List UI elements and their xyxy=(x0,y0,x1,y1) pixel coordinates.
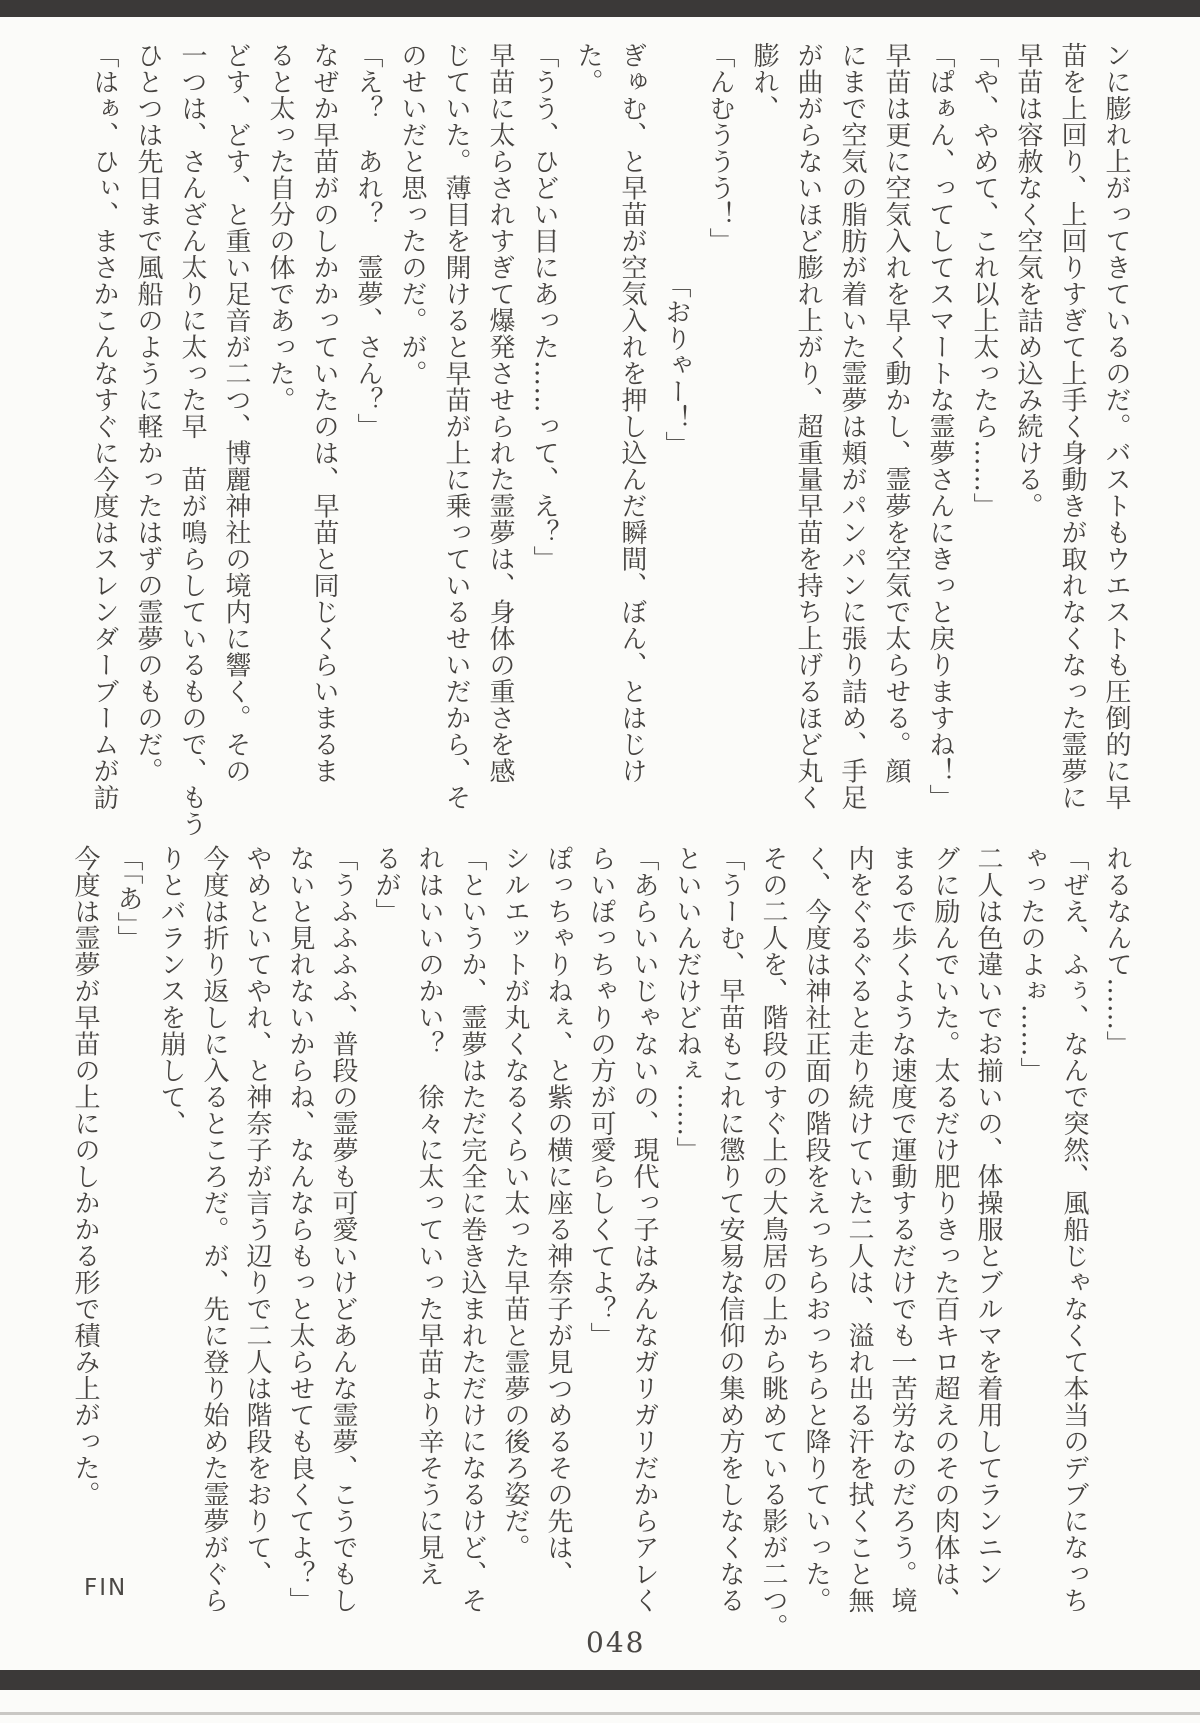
text-column: ひとつは先日まで風船のように軽かったはずの霊夢のものだ。 xyxy=(133,42,163,784)
text-column: 早苗は更に空気入れを早く動かし、霊夢を空気で太らせる。顔 xyxy=(881,42,911,784)
page-number: 048 xyxy=(586,1626,646,1659)
text-column: 「うう、ひどい目にあった……って、え？」 xyxy=(529,42,559,572)
text-column: 「ぜえ、ふぅ、なんで突然、風船じゃなくて本当のデブになっち xyxy=(1059,845,1089,1614)
text-column: なぜか早苗がのしかかっていたのは、早苗と同じくらいまるま xyxy=(309,42,339,784)
story-text-block-top xyxy=(82,42,1138,862)
text-column: ンに膨れ上がってきているのだ。バストもウエストも圧倒的に早 xyxy=(1101,42,1131,811)
text-column: ゃったのよぉ……」 xyxy=(1016,845,1046,1084)
text-column: 「え？ あれ？ 霊夢、さん？」 xyxy=(353,42,383,440)
text-column: ないと見れないからね、なんならもっと太らせても良くてよ？」 xyxy=(285,845,315,1614)
text-column: 「あらいいじゃないの、現代っ子はみんなガリガリだからアレく xyxy=(629,845,659,1614)
text-column: 早苗に太らされすぎて爆発させられた霊夢は、身体の重さを感 xyxy=(485,42,515,784)
top-black-bar xyxy=(0,0,1200,17)
bottom-black-bar xyxy=(0,1670,1200,1690)
text-column: じていた。薄目を開けると早苗が上に乗っているせいだから、そ xyxy=(441,42,471,811)
text-column: にまで空気の脂肪が着いた霊夢は頬がパンパンに張り詰め、手足 xyxy=(837,42,867,811)
text-column: 今度は霊夢が早苗の上にのしかかる形で積み上がった。 xyxy=(70,845,100,1508)
text-column: 「んむううう！」 xyxy=(705,42,735,254)
text-column: といいんだけどねぇ……」 xyxy=(672,845,702,1163)
text-column: た。 xyxy=(573,42,603,95)
text-column: 「ぱぁん、ってしてスマートな霊夢さんにきっと戻りますね！」 xyxy=(925,42,955,811)
text-column: く、今度は神社正面の階段をえっちらおっちらと降りていった。 xyxy=(801,845,831,1614)
text-column: 二人は色違いでお揃いの、体操服とブルマを着用してランニン xyxy=(973,845,1003,1587)
text-column: ると太った自分の体であった。 xyxy=(265,42,295,413)
text-column: グに励んでいた。太るだけ肥りきった百キロ超えのその肉体は、 xyxy=(930,845,960,1614)
text-column: 内をぐるぐると走り続けていた二人は、溢れ出る汗を拭くこと無 xyxy=(844,845,874,1614)
text-column: 「はぁ、ひぃ、まさかこんなすぐに今度はスレンダーブームが訪 xyxy=(89,42,119,811)
text-column: れはいいのかい？ 徐々に太っていった早苗より辛そうに見え xyxy=(414,845,444,1587)
text-column: 一つは、さんざん太りに太った早 苗が鳴らしているもので、もう xyxy=(177,42,207,837)
text-column: 苗を上回り、上回りすぎて上手く身動きが取れなくなった霊夢に xyxy=(1057,42,1087,811)
text-column: 「というか、霊夢はただ完全に巻き込まれただけになるけど、そ xyxy=(457,845,487,1614)
text-column: シルエットが丸くなるくらい太った早苗と霊夢の後ろ姿だ。 xyxy=(500,845,530,1561)
text-column: 早苗は容赦なく空気を詰め込み続ける。 xyxy=(1013,42,1043,519)
story-text-block-bottom xyxy=(63,845,1138,1645)
text-column: 「「あ」」 xyxy=(113,845,143,952)
text-column: らいぽっちゃりの方が可愛らしくてよ？」 xyxy=(586,845,616,1349)
text-column: ぎゅむ、と早苗が空気入れを押し込んだ瞬間、ぼん、とはじけ xyxy=(617,42,647,784)
text-column: のせいだと思ったのだ。が。 xyxy=(397,42,427,387)
text-column: どす、どす、と重い足音が二つ、博麗神社の境内に響く。その xyxy=(221,42,251,784)
text-column: 膨れ、 xyxy=(749,42,779,122)
text-column: まるで歩くような速度で運動するだけでも一苦労なのだろう。境 xyxy=(887,845,917,1614)
text-column: ぽっちゃりねぇ、と紫の横に座る神奈子が見つめるその先は、 xyxy=(543,845,573,1587)
text-column: りとバランスを崩して、 xyxy=(156,845,186,1137)
text-column: その二人を、階段のすぐ上の大鳥居の上から眺めている影が二つ。 xyxy=(758,845,788,1640)
text-column: れるなんて……」 xyxy=(1102,845,1132,1057)
text-column: やめといてやれ、と神奈子が言う辺りで二人は階段をおりて、 xyxy=(242,845,272,1587)
text-column: るが」 xyxy=(371,845,401,925)
fin-label: FIN xyxy=(84,1575,128,1601)
text-column: 今度は折り返しに入るところだ。が、先に登り始めた霊夢がぐら xyxy=(199,845,229,1614)
text-column: 「おりゃー！」 xyxy=(661,272,691,458)
text-column: 「うーむ、早苗もこれに懲りて安易な信仰の集め方をしなくなる xyxy=(715,845,745,1614)
text-column: が曲がらないほど膨れ上がり、超重量早苗を持ち上げるほど丸く xyxy=(793,42,823,811)
page-edge-line xyxy=(0,1712,1200,1715)
text-column: 「うふふふふ、普段の霊夢も可愛いけどあんな霊夢、こうでもし xyxy=(328,845,358,1614)
text-column: 「や、やめて、これ以上太ったら……」 xyxy=(969,42,999,519)
